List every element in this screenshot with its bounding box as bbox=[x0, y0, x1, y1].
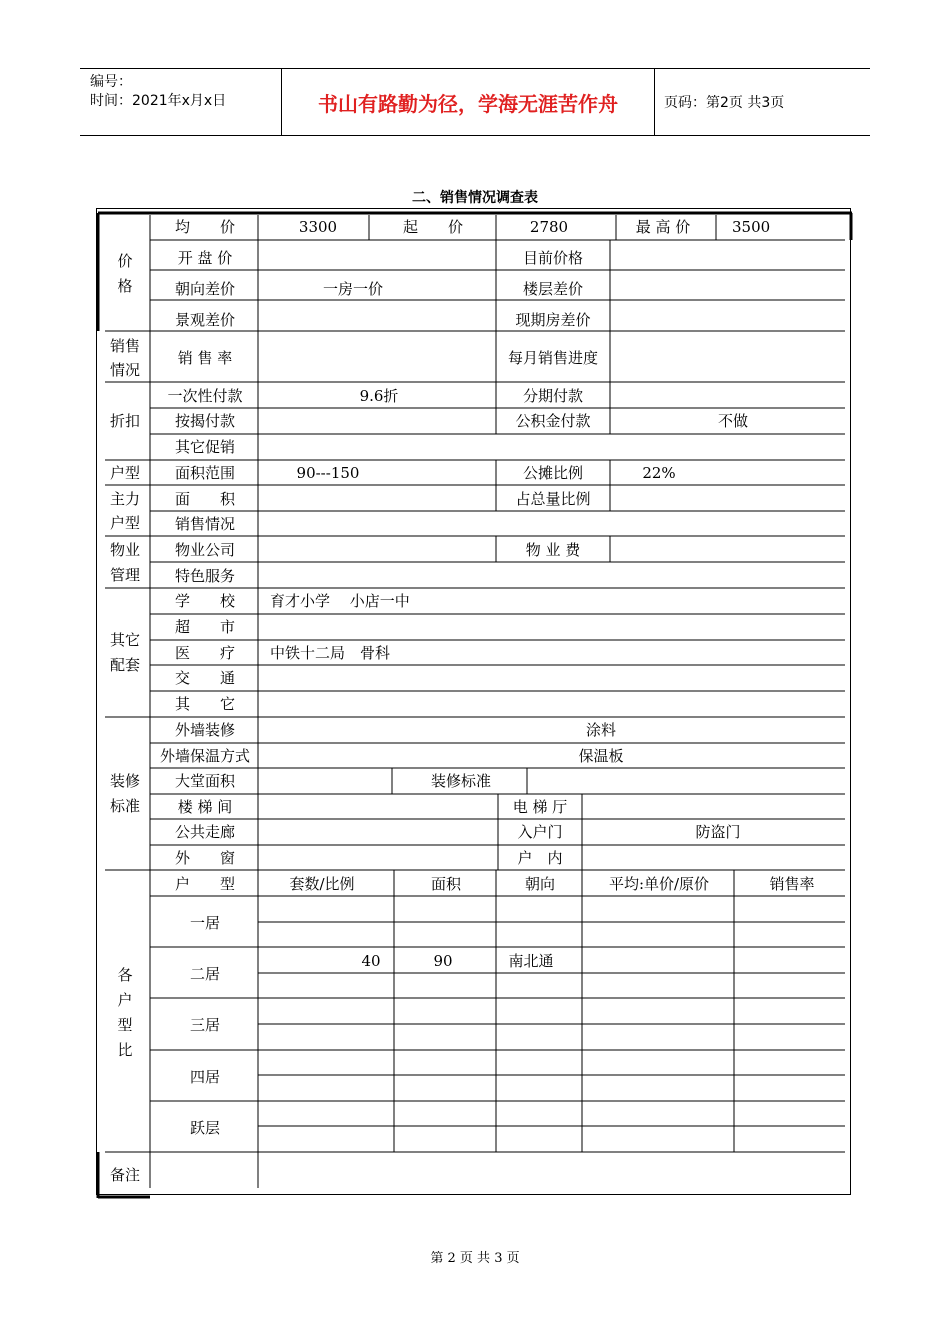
table-cell-text: 标准 bbox=[109, 797, 141, 815]
table-cell-text: 朝向差价 bbox=[174, 280, 236, 298]
table-cell-text: 二居 bbox=[189, 965, 221, 983]
table-cell-text: 装修标准 bbox=[430, 772, 492, 790]
table-cell-text: 3300 bbox=[298, 218, 338, 236]
page-header bbox=[80, 68, 870, 136]
table-cell-text: 物 业 费 bbox=[525, 541, 581, 559]
table-cell-text: 3500 bbox=[732, 218, 771, 236]
table-cell-text: 防盗门 bbox=[695, 823, 741, 841]
table-cell-text: 交 通 bbox=[174, 669, 236, 687]
table-cell-text: 现期房差价 bbox=[515, 311, 591, 329]
table-cell-text: 户 型 bbox=[174, 875, 236, 893]
table-cell-text: 情况 bbox=[109, 361, 141, 379]
table-cell-text: 户型 bbox=[109, 514, 141, 532]
table-cell-text: 开 盘 价 bbox=[177, 249, 233, 267]
table-cell-text: 朝向 bbox=[524, 875, 556, 893]
code-label: 编号： bbox=[90, 74, 132, 90]
table-cell-text: 医 疗 bbox=[174, 644, 236, 662]
table-cell-text: 入户门 bbox=[517, 823, 563, 841]
table-cell-text: 90---150 bbox=[296, 464, 360, 482]
date-label: 时间：2021年x月x日 bbox=[90, 93, 227, 109]
table-cell-text: 9.6折 bbox=[359, 387, 399, 405]
table-cell-text: 销售情况 bbox=[174, 515, 236, 533]
table-cell-text: 管理 bbox=[109, 566, 141, 584]
table-cell-text: 外墙保温方式 bbox=[159, 747, 251, 765]
document-title: 二、销售情况调查表 bbox=[412, 190, 538, 206]
table-cell-text: 分期付款 bbox=[522, 387, 584, 405]
table-cell-text: 2780 bbox=[529, 218, 569, 236]
table-cell-text: 跃层 bbox=[189, 1119, 221, 1137]
table-cell-text: 起 价 bbox=[402, 218, 464, 236]
table-cell-text: 占总量比例 bbox=[515, 490, 591, 508]
header-motto: 书山有路勤为径，学海无涯苦作舟 bbox=[282, 69, 655, 135]
table-cell-text: 户型 bbox=[109, 464, 141, 482]
table-cell-text: 按揭付款 bbox=[174, 412, 236, 430]
table-cell-text: 外 窗 bbox=[174, 849, 236, 867]
table-cell-text: 楼 梯 间 bbox=[177, 798, 233, 816]
table-cell-text: 销 售 率 bbox=[177, 349, 233, 367]
table-cell-text: 公共走廊 bbox=[174, 823, 236, 841]
table-cell-text: 折扣 bbox=[109, 412, 141, 430]
table-cell-text: 四居 bbox=[189, 1068, 221, 1086]
table-cell-text: 保温板 bbox=[578, 747, 624, 765]
table-cell-text: 公摊比例 bbox=[522, 464, 584, 482]
table-cell-text: 装修 bbox=[109, 772, 141, 790]
table-cell-text: 超 市 bbox=[174, 618, 236, 636]
table-cell-text: 22% bbox=[642, 464, 676, 482]
table-cell-text: 面积范围 bbox=[174, 464, 236, 482]
table-cell-text: 均 价 bbox=[174, 218, 236, 236]
header-page-label: 页码：第2页 共3页 bbox=[664, 95, 785, 111]
table-cell-text: 平均:单价/原价 bbox=[608, 875, 710, 893]
table-cell-text: 大堂面积 bbox=[174, 772, 236, 790]
table-cell-text: 价 bbox=[117, 252, 133, 270]
table-cell-text: 一房一价 bbox=[322, 280, 384, 298]
table-cell-text: 其 它 bbox=[174, 695, 236, 713]
table-cell-text: 中铁十二局 骨科 bbox=[270, 644, 391, 662]
table-cell-text: 90 bbox=[433, 952, 453, 970]
table-cell-text: 每月销售进度 bbox=[507, 349, 599, 367]
table-cell-text: 主力 bbox=[109, 490, 141, 508]
table-cell-text: 配套 bbox=[109, 656, 141, 674]
table-cell-text: 外墙装修 bbox=[174, 721, 236, 739]
table-cell-text: 格 bbox=[117, 277, 133, 295]
table-cell-text: 其它 bbox=[109, 631, 141, 649]
table-cell-text: 备注 bbox=[109, 1166, 141, 1184]
table-cell-text: 其它促销 bbox=[174, 438, 236, 456]
table-cell-text: 公积金付款 bbox=[515, 412, 591, 430]
table-cell-text: 物业 bbox=[109, 541, 141, 559]
table-cell-text: 楼层差价 bbox=[522, 280, 584, 298]
table-cell-text: 最 高 价 bbox=[635, 218, 691, 236]
table-cell-text: 景观差价 bbox=[174, 311, 236, 329]
table-cell-text: 型 bbox=[117, 1016, 133, 1034]
page-footer: 第 2 页 共 3 页 bbox=[430, 1251, 520, 1266]
table-cell-text: 学 校 bbox=[174, 592, 236, 610]
table-cell-text: 特色服务 bbox=[174, 567, 236, 585]
table-cell-text: 面积 bbox=[430, 875, 462, 893]
table-cell-text: 销售率 bbox=[769, 875, 815, 893]
table-cell-text: 物业公司 bbox=[174, 541, 236, 559]
table-cell-text: 户 内 bbox=[517, 849, 563, 867]
table-cell-text: 销售 bbox=[109, 337, 141, 355]
table-cell-text: 三居 bbox=[189, 1016, 221, 1034]
table-cell-text: 涂料 bbox=[585, 721, 617, 739]
table-cell-text: 面 积 bbox=[174, 490, 236, 508]
table-cell-text: 一次性付款 bbox=[167, 387, 243, 405]
table-cell-text: 电 梯 厅 bbox=[512, 798, 568, 816]
table-cell-text: 南北通 bbox=[508, 952, 554, 970]
table-cell-text: 户 bbox=[117, 991, 133, 1009]
table-cell-text: 套数/比例 bbox=[289, 875, 355, 893]
table-cell-text: 一居 bbox=[189, 914, 221, 932]
table-cell-text: 比 bbox=[117, 1041, 133, 1059]
table-cell-text: 40 bbox=[361, 952, 381, 970]
table-cell-text: 各 bbox=[117, 966, 133, 984]
header-meta bbox=[80, 69, 282, 135]
table-cell-text: 目前价格 bbox=[522, 249, 584, 267]
table-cell-text: 不做 bbox=[717, 412, 749, 430]
table-cell-text: 育才小学 小店一中 bbox=[270, 592, 410, 610]
